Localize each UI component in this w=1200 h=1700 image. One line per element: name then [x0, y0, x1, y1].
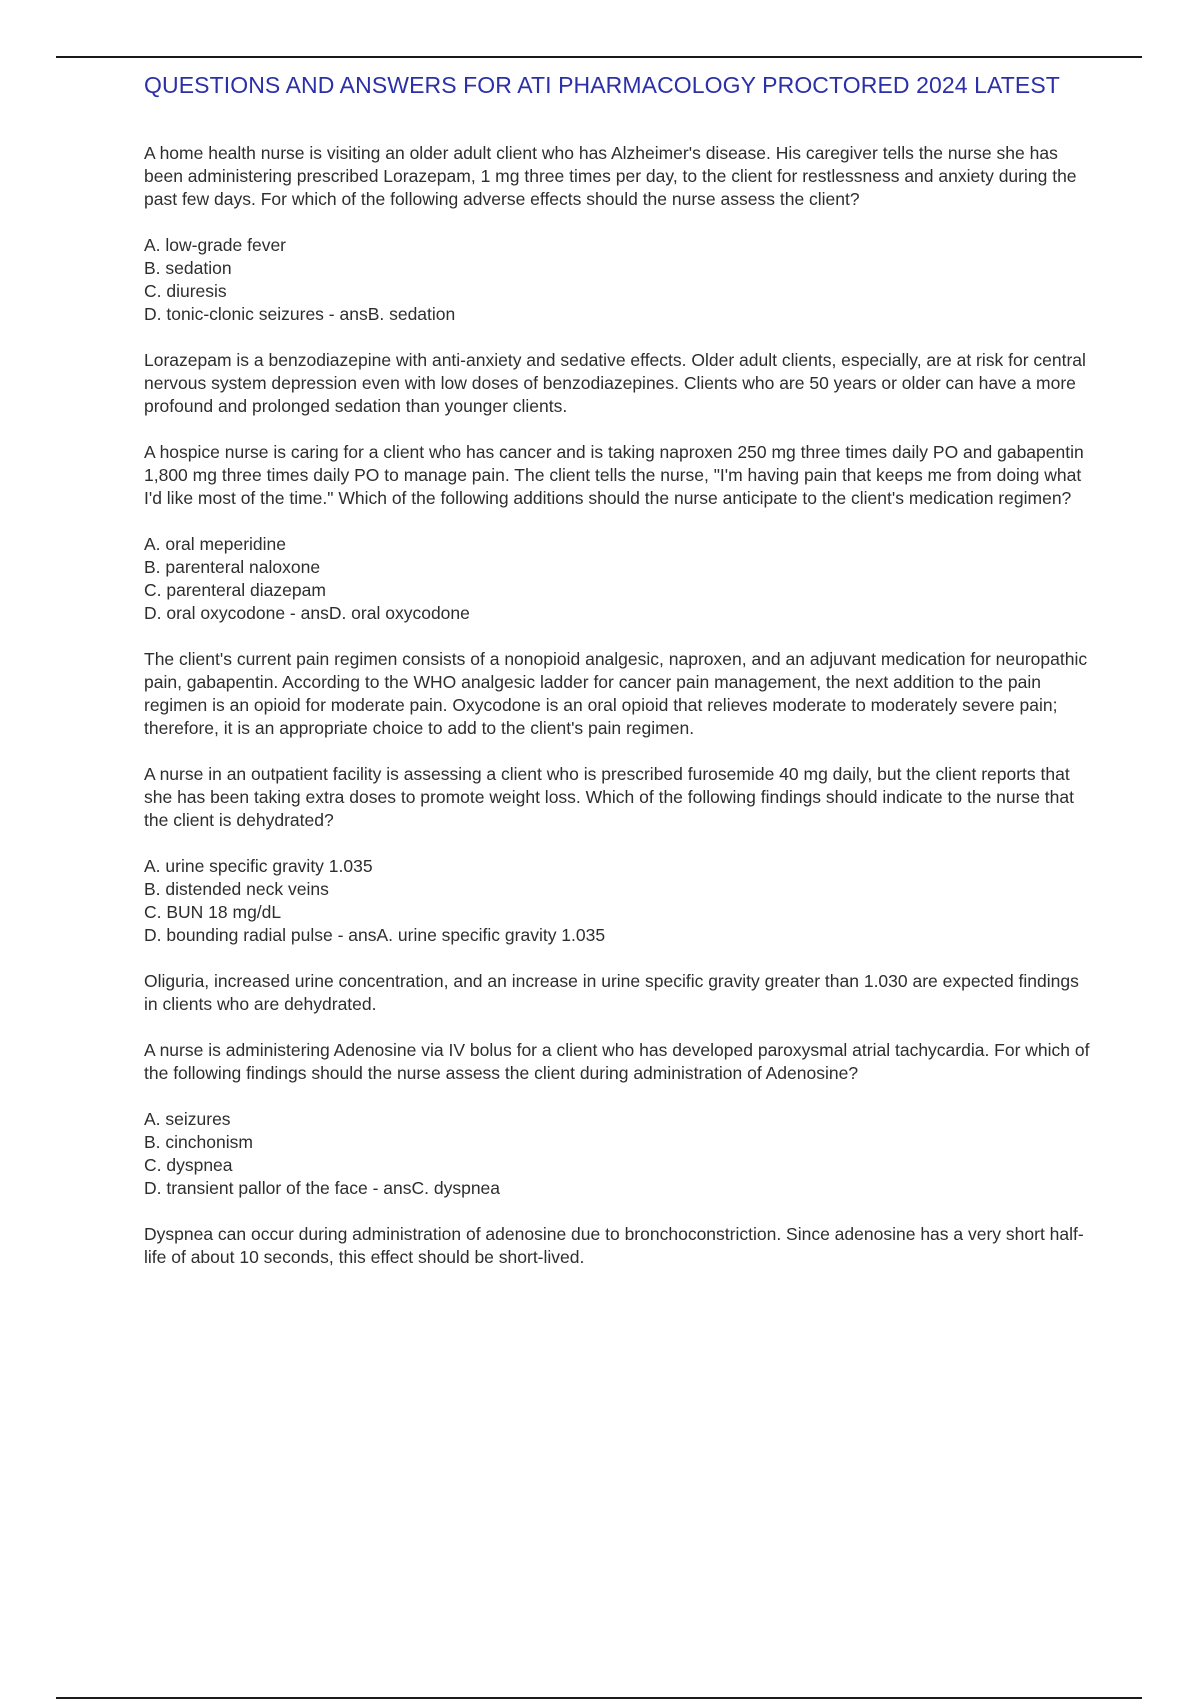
answer-options	[144, 1108, 1094, 1200]
qa-block-4	[144, 1039, 1094, 1269]
qa-block-1	[144, 142, 1094, 418]
option-c: C. BUN 18 mg/dL	[144, 902, 282, 922]
option-c: C. dyspnea	[144, 1155, 233, 1175]
rationale-text: Oliguria, increased urine concentration, and an increase in urine specific gravity greater than 1.030 are expected findings in clients who are dehydrated.	[144, 971, 1079, 1014]
option-d: D. tonic-clonic seizures - ansB. sedation	[144, 304, 456, 324]
option-b: B. cinchonism	[144, 1132, 253, 1152]
option-d: D. transient pallor of the face - ansC. dyspnea	[144, 1178, 501, 1198]
option-d: D. bounding radial pulse - ansA. urine specific gravity 1.035	[144, 925, 606, 945]
option-a: A. oral meperidine	[144, 534, 287, 554]
top-rule	[56, 56, 1142, 58]
option-a: A. low-grade fever	[144, 235, 287, 255]
document-title: QUESTIONS AND ANSWERS FOR ATI PHARMACOLOGY PROCTORED 2024 LATEST	[144, 72, 1060, 98]
rationale-text: Lorazepam is a benzodiazepine with anti-anxiety and sedative effects. Older adult clients, especially, are at risk for central nervous system depression even with low doses of benzodiazepines. Clients who are 50 years or older can have a more profound and prolonged sedation than younger clients.	[144, 350, 1086, 416]
option-c: C. parenteral diazepam	[144, 580, 326, 600]
option-a: A. urine specific gravity 1.035	[144, 856, 373, 876]
document-page	[144, 70, 1094, 1269]
option-c: C. diuresis	[144, 281, 227, 301]
answer-options	[144, 533, 1094, 625]
option-b: B. parenteral naloxone	[144, 557, 321, 577]
option-b: B. distended neck veins	[144, 879, 329, 899]
option-a: A. seizures	[144, 1109, 231, 1129]
answer-options	[144, 855, 1094, 947]
bottom-rule	[56, 1697, 1142, 1699]
question-text: A home health nurse is visiting an older adult client who has Alzheimer's disease. His caregiver tells the nurse she has been administering prescribed Lorazepam, 1 mg three times per day, to the client for restlessness and anxiety during the past few days. For which of the following adverse effects should the nurse assess the client?	[144, 143, 1077, 209]
question-text: A hospice nurse is caring for a client who has cancer and is taking naproxen 250 mg three times daily PO and gabapentin 1,800 mg three times daily PO to manage pain. The client tells the nurse, "I'm having pain that keeps me from doing what I'd like most of the time." Which of the following additions should the nurse anticipate to the client's medication regimen?	[144, 442, 1084, 508]
qa-block-2	[144, 441, 1094, 740]
rationale-text: Dyspnea can occur during administration of adenosine due to bronchoconstriction. Since adenosine has a very short half-life of about 10 seconds, this effect should be short-lived.	[144, 1224, 1084, 1267]
option-d: D. oral oxycodone - ansD. oral oxycodone	[144, 603, 470, 623]
question-text: A nurse in an outpatient facility is assessing a client who is prescribed furosemide 40 mg daily, but the client reports that she has been taking extra doses to promote weight loss. Which of the following findings should indicate to the nurse that the client is dehydrated?	[144, 764, 1074, 830]
answer-options	[144, 234, 1094, 326]
rationale-text: The client's current pain regimen consists of a nonopioid analgesic, naproxen, and an adjuvant medication for neuropathic pain, gabapentin. According to the WHO analgesic ladder for cancer pain management, the next addition to the pain regimen is an opioid for moderate pain. Oxycodone is an oral opioid that relieves moderate to moderately severe pain; therefore, it is an appropriate choice to add to the client's pain regimen.	[144, 649, 1088, 738]
qa-block-3	[144, 763, 1094, 1016]
option-b: B. sedation	[144, 258, 232, 278]
question-text: A nurse is administering Adenosine via IV bolus for a client who has developed paroxysmal atrial tachycardia. For which of the following findings should the nurse assess the client during administration of Adenosine?	[144, 1040, 1090, 1083]
